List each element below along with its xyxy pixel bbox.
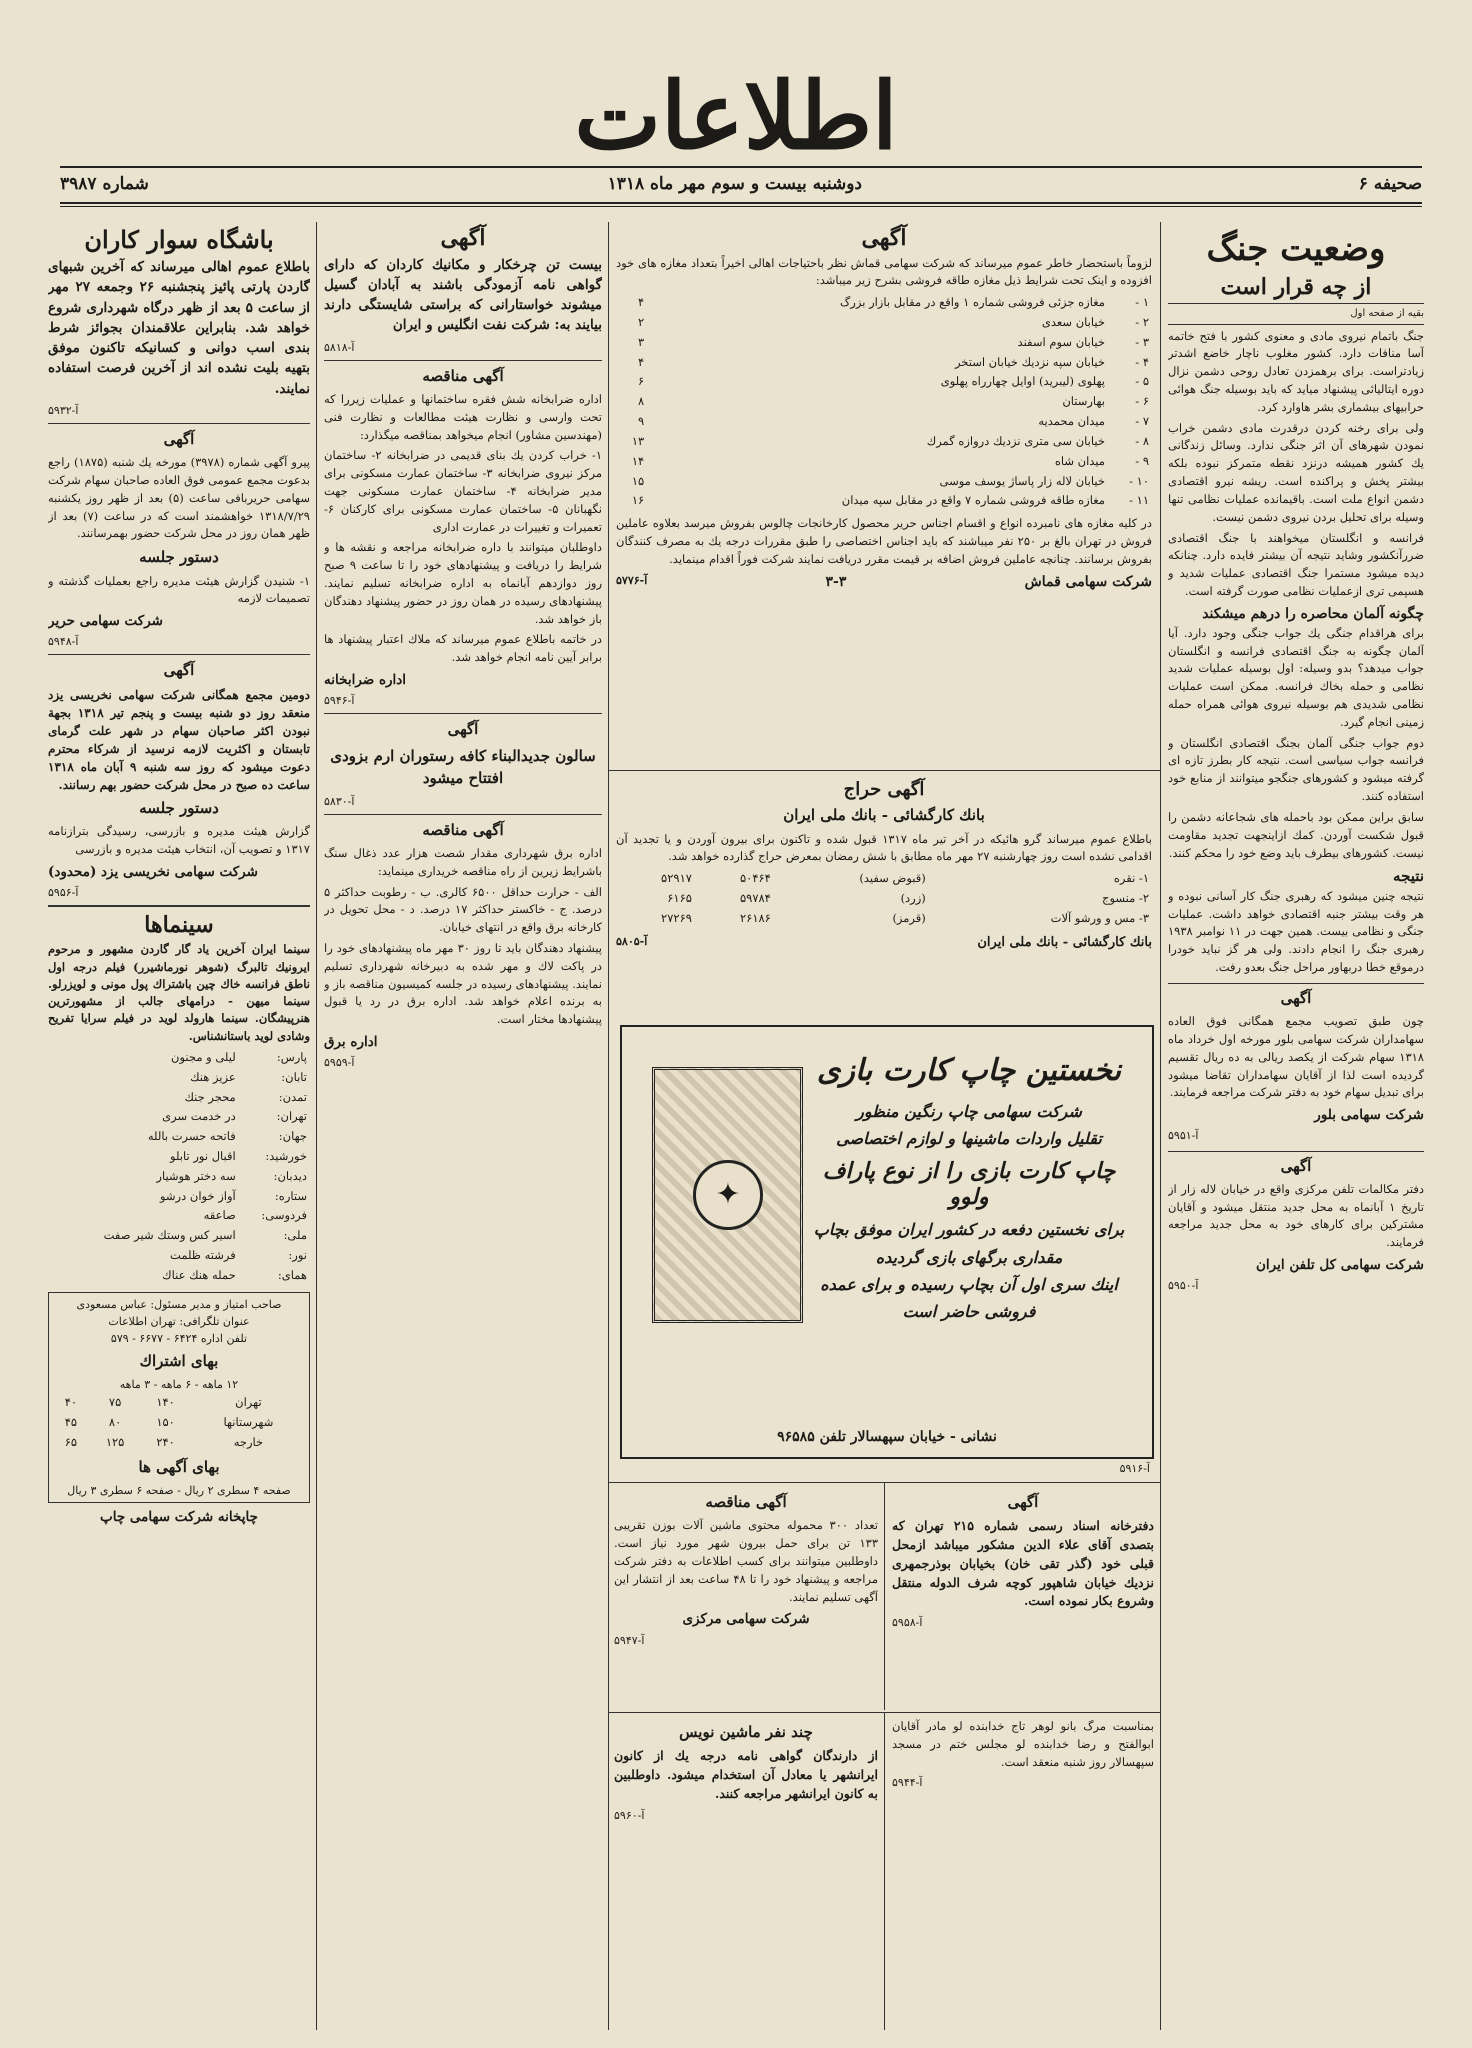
ad-code: آ-۵۹۵۹ [324,1056,355,1070]
continued-note: بقیه از صفحه اول [1168,303,1424,325]
ad-code: آ-۵۹۳۲ [48,403,79,417]
cinema-list [48,1048,310,1286]
shop-row [616,432,1152,452]
subscription-row [52,1413,306,1433]
ad-code: آ-۵۹۵۰ [1168,1279,1199,1293]
agenda-items: گزارش هیئت مدیره و بازرسی، رسیدگی بترازنامه ۱۳۱۷ و تصویب آن، انتخاب هیئت مدیره و بازرسی [48,823,310,856]
column-divider [608,222,609,2030]
agenda-title: دستور جلسه [139,548,219,567]
shop-row-cell: ۱۳ [631,433,645,448]
shop-row [616,353,1152,373]
article-paragraph: برای هراقدام جنگی یك جواب جنگی وجود دارد. آیا آلمان چگونه به جنگ اقتصادی فرانسه و انگلستان جواب میدهد؟ بدو وسیله: اول بوسیله عملیات شدید نظامی و حمله بخاك فرانسه. ممکن است عملیات نظامی شدیدی هم بوسیله نیروی هوائی همراه حمله زمینی انجام گیرد. [1168,625,1424,729]
dateline [60,174,1422,198]
masthead-title: اطلاعات [574,62,898,170]
subscription-row-cell: ۶۵ [64,1434,78,1449]
ad-code: آ-۵۹۴۶ [324,694,355,708]
cinema-row-cell: آواز خوان درشو [159,1188,236,1203]
cinema-row [48,1107,310,1127]
cinema-row [48,1187,310,1207]
shop-row [616,472,1152,492]
ad-body: دومین مجمع همگانی شرکت سهامی نخریسی یزد منعقد روز دو شنبه بیست و پنجم تیر ۱۳۱۸ بجهة نبودن اکثر صاحبان سهام در شهر علت گرمای تابستان و اکثریت لازمه نرسید از شرکاء محترم دعوت میشود که روز سه شنبه ۹ آبان ماه ۱۳۱۸ ساعت ده صبح در محل شرکت حضور بهم رسانند. [48,687,310,792]
subscription-row [52,1433,306,1453]
shop-row-cell: ۹ - [1135,453,1149,468]
cinema-row-cell: فردوسی: [261,1208,307,1223]
auction-row [616,889,1152,909]
ad-signature: شرکت سهامی کل تلفن ایران [1256,1257,1424,1274]
ad-signature: شرکت سهامی قماش [1024,573,1152,590]
ad-body: اداره ضرابخانه شش فقره ساختمانها و عملیات زیررا که تحت وارسی و نظارت هیئت مطالعات و نظارت فنی (مهندسین مشاور) انجام میخواهد بمناقصه میگذارد: [324,391,602,442]
ad-signature: شرکت سهامی حریر [48,613,163,630]
article-paragraph: دوم جواب جنگی آلمان بجنگ اقتصادی انگلستان و فرانسه جواب سیاسی است. نتیجه کار بطرز تازه ای گرفته میشود و کشورهای جنگجو میتوانند از منابع خود استفاده کنند. [1168,735,1424,804]
shop-row [616,452,1152,472]
publisher-address: عنوان تلگرافی: تهران اطلاعات [108,1314,250,1328]
shop-row-cell: ۱۰ - [1129,473,1149,488]
shop-row-cell: ۶ [638,374,645,389]
ad-title: آگهی مناقصه [705,1493,787,1511]
auction-row [616,909,1152,929]
ad-text-block [804,1047,1134,1325]
cinema-row [48,1167,310,1187]
subscription-row-cell: خارجه [233,1434,264,1449]
shop-row-cell: ۳ - [1135,334,1149,349]
cinemas-title: سینماها [144,911,214,938]
article-paragraph: فرانسه و انگلستان میخواهند با جنگ اقتصادی ضررآنکشور وشاید نتیجه آن بیشتر فایده دارد. چنانکه دیده میشود مستمرا جنگ اقتصادی عملیات شدید و هسپمی تری ازعملیات نظامی صورت گرفته است. [1168,530,1424,598]
cinema-row [48,1246,310,1266]
auction-row-cell: (قرمز) [892,910,926,925]
cinema-row-cell: سه دختر هوشیار [156,1168,236,1183]
shop-row-cell: ۷ - [1135,414,1149,429]
ad-body: دفتر مکالمات تلفن مرکزی واقع در خیابان لاله زار از تاریخ ۱ آبانماه به محل جدید منتقل میشود و آقایان مشترکین برای کارهای خود به محل جدید مراجعه فرمایند. [1168,1181,1424,1250]
ad-code: آ-۵۹۵۸ [892,1616,923,1629]
cinema-row-cell: ستاره: [274,1188,307,1203]
ad-title: آگهی حراج [843,779,925,800]
shop-row-cell: ۱۱ - [1129,493,1149,508]
publisher-phone: تلفن اداره ۶۴۲۴ - ۶۶۷۷ - ۵۷۹ [110,1331,248,1345]
shop-row-cell: ۱۶ [631,493,645,508]
shop-row [616,372,1152,392]
cinema-row-cell: تابان: [281,1069,307,1084]
tenders-column [324,222,602,2022]
printer: چاپخانه شرکت سهامی چاپ [100,1508,258,1525]
cinema-row-cell: پارس: [276,1049,307,1064]
ad-code: آ-۵۹۴۸ [48,635,79,649]
ad-title: آگهی مناقصه [422,366,504,385]
ad-code: آ-۵۹۴۴ [892,1776,923,1790]
subscription-row-cell: ۱۴۰ [156,1395,175,1410]
cinema-row-cell: محجر جنك [184,1089,236,1104]
shop-row-cell: خیابان لاله زار پاساژ یوسف موسی [939,473,1105,488]
article-title: وضعیت جنگ [1206,229,1386,269]
auction-row-cell: ۲۷۲۶۹ [661,910,692,925]
article-paragraph: سابق براین ممکن بود باحمله های شجاعانه دشمن را قبول شکست آوردن. کمك ازاینجهت تجدید مقاومت نیست. کشورهای بیطرف باید وضع خود را محکم کنند. [1168,809,1424,860]
cinema-row-cell: تمدن: [278,1089,307,1104]
notices-column [48,222,310,2022]
ad-code: آ-۵۹۶۰ [614,1808,645,1822]
ad-code: ۳-۳ [825,573,847,590]
shop-list [616,293,1152,511]
shop-row-cell: ۴ [638,354,645,369]
tender-ad [614,1488,878,1708]
article-subheading: چگونه آلمان محاصره را درهم میشکند [1202,605,1424,622]
notice-body: بمناسبت مرگ بانو لوهر تاج خدابنده لو مادر آقایان ابوالفتح و رضا خدابنده لو مجلس ختم در مسجد سپهسالار روز شنبه منعقد است. [892,1719,1154,1769]
cinema-row-cell: ملی: [283,1228,307,1243]
subscription-table [52,1393,306,1452]
article-subtitle: از چه قرار است [1220,273,1372,300]
shop-row [616,491,1152,511]
cinema-row-cell: اسیر کس وستك شیر صفت [103,1228,236,1243]
subscription-row-cell: تهران [235,1395,262,1410]
subscription-row-cell: شهرستانها [223,1414,274,1429]
ad-body: پیشنهاد دهندگان باید تا روز ۳۰ مهر ماه پیشنهادهای خود را در پاکت لاك و مهر شده به دبیرخانه شهرداری تسلیم نمایند. پیشنهادهای رسیده در جلسه کمیسیون مناقصه باز و به برنده اعلام خواهد شد. اداره برق در رد یا قبول پیشنهادها مختار است. [324,940,602,1027]
auction-row-cell: (قبوض سفید) [859,871,926,886]
ad-code: آ-۵۹۱۶ [1119,1462,1150,1475]
publisher-box [48,1292,310,1503]
agenda-title: دستور جلسه [139,798,219,817]
cinema-row-cell: نور: [288,1248,307,1263]
column-divider [316,222,317,2030]
ad-title: آگهی [1007,1493,1039,1511]
shop-row-cell: ۲ - [1135,315,1149,330]
cinema-row-cell: فرشته ظلمت [170,1248,236,1263]
cinema-row-cell: جهان: [278,1129,307,1144]
cinema-row [48,1266,310,1286]
ad-signature: اداره ضرابخانه [324,672,407,689]
ad-title: آگهی [440,225,486,251]
ad-body: در خاتمه باطلاع عموم میرساند که ملاك اعتبار پیشنهاد ها برابر آیین نامه انجام خواهد شد. [324,632,602,665]
column-divider [884,1712,885,2030]
ad-intro: لزوماً باستحضار خاطر عموم میرساند که شرکت سهامی قماش نظر باحتیاجات اهالی اخیراً بتعداد مغازه های خود افزوده و اینک تحت شرایط ذیل مغازه طاقه فروشی بشرح زیر میباشد: [616,255,1152,288]
typist-ad [614,1718,878,2018]
top-rule [60,166,1422,168]
auction-row-cell: ۳- مس و ورشو آلات [1050,910,1149,925]
qamash-ad [616,222,1152,767]
shop-row-cell: پهلوی (لیبرید) اوایل چهارراه پهلوی [940,374,1105,389]
ad-body: دفترخانه اسناد رسمی شماره ۲۱۵ تهران که بتصدی آقای علاء الدین مشکور میباشد ازمحل قبلی خود (گذر تقی خان) بخیابان بوذرجمهری نزدیك خیابان شاهپور کوچه شرف الدوله منتقل وشروع بکار نموده است. [892,1518,1154,1609]
playing-cards-ad [620,1025,1154,1459]
cinema-row-cell: لیلی و مجنون [171,1049,236,1064]
ad-title: آگهی مناقصه [422,820,504,839]
auction-row-cell: ۱- نقره [1113,871,1149,886]
shop-row [616,392,1152,412]
cinema-row [48,1206,310,1226]
ad-title: آگهی [861,225,907,251]
ad-code: آ-۵۸۱۸ [324,340,355,354]
ornament-icon: ✦ [693,1160,763,1230]
cinema-row [48,1068,310,1088]
club-title: باشگاه سوار کاران [84,225,274,254]
ad-body: در کلیه مغازه های نامبرده انواع و اقسام اجناس حریر محصول کارخانجات چالوس بفروش میرسد بعلاوه عاملین فروش در تهران بالغ بر ۲۵۰ نفر میباشند که باید اجناس اختصاصی را طبق مقررات درجه یك به مصرف کنندگان بفروش برسانند. چنانچه عاملین فروش اضافه بر قیمت مقرر دریافت نمایند شرکت فوراً اقدام مینماید. [616,516,1152,566]
cinemas-body: سینما ایران آخرین یاد گار گاردن مشهور و مرحوم ایرونیك تالبرگ (شوهر نورماشیرر) فیلم درجه اول ناطق فرانسه خاك چین باشتراك پول مونی و لویزرلو. سینما میهن - درامهای جالب از مشهورترین هنرپیشگان. سینما هارولد لوید در فیلم سرایا تفریح وشادی لوید باستانشناس. [48,942,310,1043]
playing-card-illustration [652,1067,803,1323]
shop-row-cell: خیابان سی متری نزدیك دروازه گمرك [926,433,1105,448]
ad-rates-title: بهای آگهی ها [138,1457,220,1476]
cinema-row [48,1048,310,1068]
page-number: صحیفه ۶ [1358,174,1422,194]
ad-line: اینك سری اول آن بچاپ رسیده و برای عمده فروشی حاضر است [820,1274,1118,1321]
cinema-row-cell: عزیز هنك [190,1069,236,1084]
ad-code: آ-۵۹۴۷ [614,1633,645,1647]
ad-items: الف - حرارت حداقل ۶۵۰۰ کالری. ب - رطوبت حداکثر ۵ درصد. ج - خاکستر حداکثر ۱۷ درصد. د - محل تحویل در کارخانه برق واقع در انتهای خیابان. [324,884,602,935]
cinema-row-cell: فاتحه حسرت بالله [147,1129,236,1144]
cinema-row-cell: تهران: [276,1109,307,1124]
cinema-row [48,1147,310,1167]
cinema-row-cell: دیدبان: [273,1168,307,1183]
ad-body: داوطلبان میتوانند با داره ضرابخانه مراجعه و نقشه ها و شرایط را دریافت و پیشنهادهای خود را تا ساعت ۹ صبح روز دوازدهم آبانماه به اداره ضرابخانه تسلیم نمایند. پیشنهادهای رسیده در همان روز در حضور پیشنهاد دهندگان باز خواهد شد. [324,540,602,626]
shop-row-cell: ۱۴ [631,453,645,468]
article-paragraph: ولی برای رخنه کردن درقدرت مادی دشمن خراب نمودن شهرهای آن اثر جنگی ندارد. وسائل زندگانی یك كشور همیشه درنزد نقطه متمرکز نبوده بلکه بیشتر پخش و پراکنده است. ریشه نیرو اقتصادی دشمن انواع ملت است. باقیمانده عملیات نظامی تنها وسیله برای تحلیل بردن نیروی دشمن نیست. [1168,420,1424,524]
agenda-items: ۱- شنیدن گزارش هیئت مدیره راجع بعملیات گذشته و تصمیمات لازمه [48,573,310,606]
ad-line: چاپ کارت بازی را از نوع پاراف ولوو [822,1158,1116,1211]
shop-row-cell: ۹ [638,414,645,429]
article-subheading: نتیجه [1393,867,1424,886]
shop-row-cell: ۱ - [1135,295,1149,310]
ad-code: آ-۵۸۰۵ [616,934,648,948]
subscription-row-cell: ۱۵۰ [156,1414,175,1429]
ad-title: نخستین چاپ کارت بازی [816,1053,1122,1088]
shop-row [616,412,1152,432]
auction-row [616,869,1152,889]
shop-row [616,293,1152,313]
ad-code: آ-۵۹۵۶ [48,885,79,899]
shop-row-cell: ۸ - [1135,433,1149,448]
shop-row-cell: ۶ - [1135,394,1149,409]
ad-signature: اداره برق [324,1034,378,1051]
issue-number: شماره ۳۹۸۷ [60,174,149,194]
auction-row-cell: (زرد) [900,891,926,906]
ad-title: آگهی [163,429,195,448]
cinema-row [48,1127,310,1147]
ad-line: تقلیل واردات ماشینها و لوازم اختصاصی [836,1129,1102,1149]
auction-row-cell: ۵۲۹۱۷ [661,871,692,886]
ad-title: آگهی [1280,988,1312,1007]
auction-list [616,869,1152,928]
ad-line: شرکت سهامی چاپ رنگین منظور [856,1102,1082,1121]
notary-ad [892,1488,1154,1708]
shop-row-cell: بهارستان [1062,394,1105,409]
shop-row-cell: ۴ - [1135,354,1149,369]
ad-code: آ-۵۹۵۱ [1168,1129,1199,1143]
ad-body: تعداد ۳۰۰ محموله محتوی ماشین آلات بوزن تقریبی ۱۳۳ تن برای حمل بیرون شهر مورد نیاز است. داوطلبین میتوانند برای کسب اطلاعات به دفتر شرکت مراجعه و پیشنهاد خود را تا ۴۸ ساعت بعد از انتشار این آگهی تسلیم نمایند. [614,1518,878,1604]
ad-body: چون طبق تصویب مجمع همگانی فوق العاده سهامداران شرکت سهامی بلور مورخه اول خرداد ماه ۱۳۱۸ سهام شرکت از یکصد ریالی به ده ریال تقسیم گردیده است لذا از آقایان سهامداران تقاضا میشود برای تبدیل سهام خود به دفتر شرکت مراجعه فرمایند. [1168,1014,1424,1100]
dateline-rule [60,202,1422,204]
shop-row [616,313,1152,333]
ad-subtitle: بانك کارگشائی - بانك ملی ایران [783,806,985,825]
ad-line: برای نخستین دفعه در کشور ایران موفق بچاپ مقداری برگهای بازی گردیده [813,1220,1125,1267]
ad-body: پیرو آگهی شماره (۳۹۷۸) مورخه یك شنبه (۱۸۷۵) راجع بدعوت مجمع عمومی فوق العاده صاحبان سهام شرکت سهامی حریربافی ساعت (۵) بعد از ظهر روز یکشنبه ۱۳۱۸/۷/۲۹ خواهشمند است که در ساعت (۷) بعد از ظهر همان روز در محل شرکت حضور بهمرسانند. [48,455,310,541]
auction-ad [616,776,1152,1016]
ad-signature: شرکت سهامی بلور [1314,1107,1424,1124]
article-paragraph: نتیجه چنین میشود که رهبری جنگ کار آسانی نبوده و هر وقت بیشتر جنبه اقتصادی خواهد داشت. عملیات جنگی و نظامی بیست. همین جهت در ۱۱ نوامبر ۱۹۳۸ رهبری جنگ را انجام دادند. ولی هر گز نباید خودرا درموقع خطا دربهاور مراحل جنگ بعدو رفت. [1168,888,1424,975]
condolence-notice [892,1718,1154,2018]
cinema-row-cell: خورشید: [265,1149,307,1164]
shop-row-cell: خیابان سپه نزدیك خیابان استخر [954,354,1105,369]
shop-row-cell: خیابان سعدی [1041,315,1105,330]
ad-title: آگهی [1280,1156,1312,1175]
auction-row-cell: ۶۱۶۵ [667,891,692,906]
issue-date: دوشنبه بیست و سوم مهر ماه ۱۳۱۸ [607,174,862,194]
cinema-row [48,1088,310,1108]
auction-row-cell: ۲- منسوج [1102,891,1149,906]
shop-row-cell: مغازه جزئی فروشی شماره ۱ واقع در مقابل بازار بزرگ [840,295,1105,310]
ad-signature: شرکت سهامی نخریسی یزد (محدود) [48,863,258,880]
dateline-rule-thin [60,206,1422,207]
ad-body: بیست تن چرخکار و مکانیك کاردان که دارای گواهی نامه آزمودگی باشند به آبادان گسیل میشوند خواستارانی که براستی شایستگی دارند بیایند به: شرکت نفت انگلیس و ایران [324,256,602,334]
ad-address: نشانی - خیابان سپهسالار تلفن ۹۶۵۸۵ [777,1429,997,1445]
shop-row-cell: ۱۵ [631,473,645,488]
shop-row-cell: ۵ - [1135,374,1149,389]
ad-signature: شرکت سهامی مرکزی [682,1611,810,1628]
publisher: صاحب امتیاز و مدیر مسئول: عباس مسعودی [76,1297,282,1311]
shop-row-cell: مغازه طاقه فروشی شماره ۷ واقع در مقابل سپه میدان [841,493,1105,508]
column-divider [1160,222,1161,2030]
cinema-row-cell: در خدمت سری [162,1109,236,1124]
auction-row-cell: ۲۶۱۸۶ [739,910,771,925]
shop-row [616,333,1152,353]
article-paragraph: جنگ باتمام نیروی مادی و معنوی کشور با فتح خاتمه آسا منافات دارد. کشور مغلوب ناچار خاضع اشدتر زیادتراست. برای برهمزدن تعادل روحی دشمن نزال دوره ایتالیائی پیشنهاد میاید که باید بوسیله جنگ هوائی حرابیهای بیشماری بشر هاوارد کرد. [1168,328,1424,414]
ad-body: سالون جدیدالبناء کافه رستوران ارم بزودی افتتاح میشود [330,746,596,788]
cinema-row-cell: حمله هنك عناك [162,1267,236,1282]
subscription-row-cell: ۴۰ [64,1395,78,1410]
shop-row-cell: خیابان سوم اسفند [1017,334,1105,349]
club-body: باطلاع عموم اهالی میرساند که آخرین شبهای گاردن پارتی پائیز پنجشنبه ۲۶ وجمعه ۲۷ مهر از ساعت ۵ بعد از ظهر درگاه شهرداری شروع خواهد شد. بنابراین علاقمندان بجوائز شرط بندی اسب دوانی و کسانیکه تاکنون موفق بتهیه بلیت نشده اند از آخرین فرصت استفاده نمایند. [48,259,310,397]
cinema-row-cell: اقبال نور تابلو [170,1149,236,1164]
subscription-row-cell: ۷۵ [108,1395,122,1410]
ad-body: از دارندگان گواهی نامه درجه یك از کانون ایرانشهر یا معادل آن استخدام میشود. داوطلبین به کانون ایرانشهر مراجعه کنند. [614,1748,878,1801]
auction-row-cell: ۵۹۷۸۴ [739,891,771,906]
cinema-row-cell: همای: [277,1267,307,1282]
auction-row-cell: ۵۰۴۶۴ [739,871,771,886]
shop-row-cell: میدان شاه [1054,453,1105,468]
ad-title: چند نفر ماشین نویس [679,1723,813,1741]
ad-title: آگهی [163,661,195,680]
section-rule [608,770,1160,771]
subscription-row [52,1393,306,1413]
cinema-row [48,1226,310,1246]
cinema-row-cell: صاعقه [203,1208,236,1223]
shop-row-cell: ۳ [638,334,645,349]
subscription-row-cell: ۸۰ [108,1414,122,1429]
ad-rates: صفحه ۴ سطری ۲ ریال - صفحه ۶ سطری ۳ ریال [67,1483,291,1497]
shop-row-cell: ۴ [638,295,645,310]
ad-signature: بانك کارگشائی - بانك ملی ایران [977,934,1152,950]
subscription-row-cell: ۲۴۰ [156,1434,175,1449]
shop-row-cell: ۸ [638,394,645,409]
subscription-header: ۱۲ ماهه - ۶ ماهه - ۳ ماهه [119,1378,239,1392]
subscription-row-cell: ۱۲۵ [105,1434,125,1449]
ad-items: ۱- خراب کردن یك بنای قدیمی در ضرابخانه ۲- ساختمان مرکز نیروی ضرابخانه ۳- ساختمان عمارت مسکونی برای مدیر ضرابخانه ۴- ساختمان عمارت مسکونی جهت نگهبانان ۵- ساختمان عمارت مسکونی برای کارکنان ۶- تعمیرات و تغییرات در عمارت اداری [324,448,602,534]
column-divider [884,1482,885,1710]
ad-body: اداره برق شهرداری مقدار شصت هزار عدد ذغال سنگ باشرایط زیرین از راه مناقصه خریداری مینماید: [324,845,602,878]
ad-body: باطلاع عموم میرساند گرو هائیکه در آخر تیر ماه ۱۳۱۷ قبول شده و تاکنون برای بیرون آوردن و یا تجدید آن اقدامی نشده است روز چهارشنبه ۲۷ مهر ماه مطابق با شش رمضان بمعرض حراج گذارده خواهد شد. [616,831,1152,864]
ad-code: آ-۵۷۷۶ [616,573,648,587]
shop-row-cell: میدان محمدیه [1038,414,1105,429]
subscription-row-cell: ۴۵ [64,1414,78,1429]
ad-code: آ-۵۸۳۰ [324,794,355,808]
war-situation-article [1168,222,1424,2022]
ad-title: آگهی [447,720,479,739]
shop-row-cell: ۲ [638,315,645,330]
subscription-title: بهای اشتراك [139,1351,219,1370]
